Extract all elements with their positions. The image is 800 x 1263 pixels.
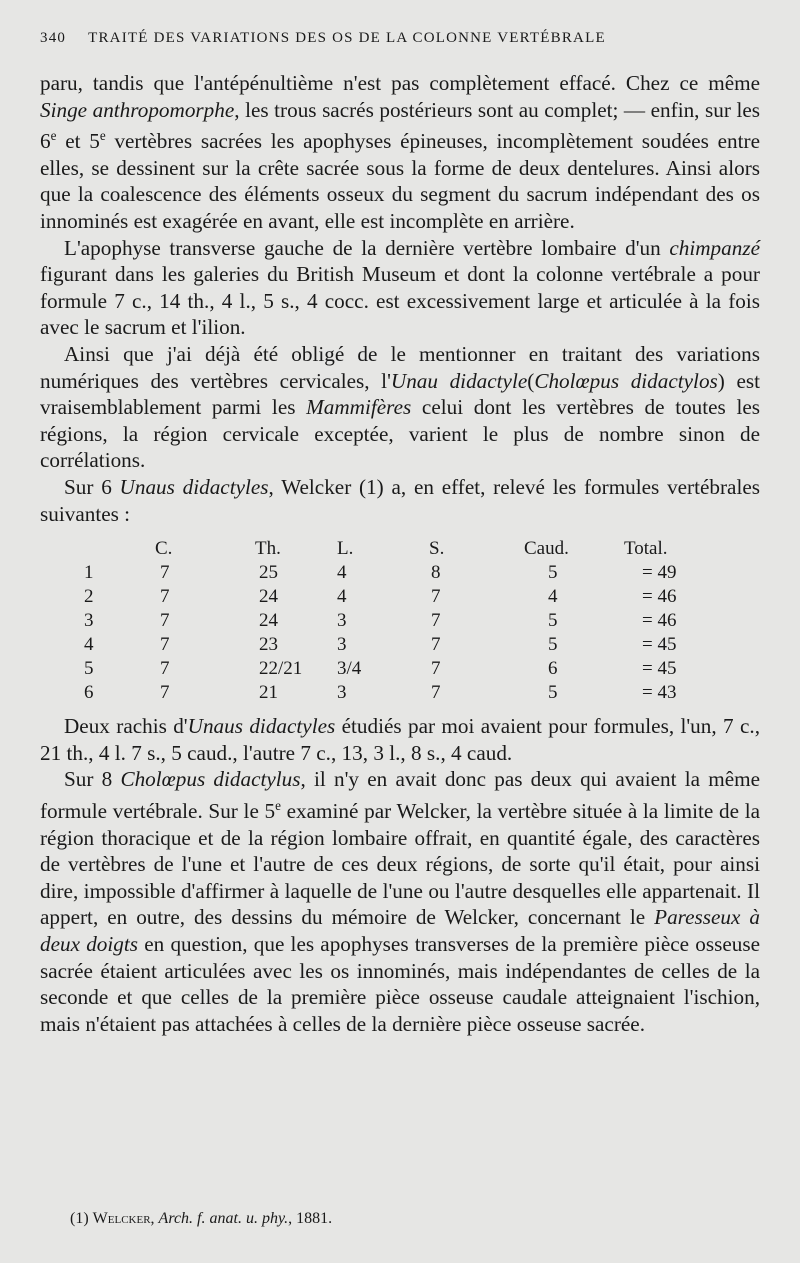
table-cell: 5 [548,682,558,704]
vertebral-formula-table [40,537,760,705]
table-cell: 7 [160,562,170,584]
text-run: L'apophyse transverse gauche de la dernière vertèbre lombaire d'un [64,235,670,260]
paragraph [40,341,760,474]
text-run: et 5 [56,129,100,154]
text-run: Sur 6 [64,474,120,499]
table-cell: 6 [548,658,558,680]
page-number: 340 [40,30,67,46]
table-cell: 3 [337,634,347,656]
table-cell: 22/21 [259,658,303,680]
text-run: , les trous sacrés postérieurs sont au complet; — enfin, sur les 6 [40,97,760,154]
table-header-cell [40,537,155,561]
table-row [40,633,760,657]
table-cell: 24 [259,610,278,632]
paragraph [40,766,760,1037]
footnote-author: Welcker [92,1210,151,1227]
text-run: examiné par Welcker, la vertèbre située à la limite de la région thoracique et de la région lombaire offrait, en quantité égale, des caractères de vertèbres de l'une et l'autre de ces deux régions, de sorte qu'il était, pour ainsi dire, impossible d'affirmer à laquelle de l'une ou l'autre desquelles elle appartenait. Il appert, en outre, des dessins du mémoire de Welcker, concernant le [40,799,760,930]
table-header-cell: Caud. [524,538,569,560]
text-run: , il n'y en avait donc pas deux qui avaient la même formule vertébrale. Sur le 5 [40,767,761,823]
table-cell: 25 [259,562,278,584]
table-header-cell: S. [429,538,445,560]
paragraph [40,713,760,766]
table-cell: 5 [548,634,558,656]
italic-text: Paresseux à deux doigts [40,905,760,956]
running-header [40,30,760,56]
text-run: étudiés par moi avaient pour formules, l'un, 7 c., 21 th., 4 l. 7 s., 5 caud., l'autre 7 c., 13, 3 l., 8 s., 4 caud. [40,714,760,765]
text-run: ) est vraisemblablement parmi les [40,368,761,420]
table-cell: = 45 [642,634,677,656]
paragraph [40,70,760,235]
table-cell: = 49 [642,562,677,584]
table-cell: = 46 [642,610,677,632]
table-cell: 3 [337,610,347,632]
table-cell: 5 [548,562,558,584]
table-row [40,585,760,609]
table-cell: 7 [160,610,170,632]
text-run: en question, que les apophyses transverses de la première pièce osseuse sacrée étaient articulées avec les os innominés, mais indépendantes de celles de la seconde et que celles de la première pièce osseuse caudale atteignaient l'ischion, mais n'étaient pas attachées à celles de la dernière pièce osseuse sacrée. [40,931,760,1036]
footnote-marker: (1) [70,1210,93,1227]
table-cell: = 45 [642,658,677,680]
italic-text: chimpanzé [669,235,760,260]
table-cell: 5 [548,610,558,632]
text-run: celui dont les vertèbres de toutes les régions, la région cervicale exceptée, varient le plus de nombre sinon de corrélations. [40,395,760,473]
table-cell: 7 [431,610,441,632]
text-run: ( [527,368,535,393]
footnote [70,1210,332,1228]
footnote-separator: , [150,1210,159,1227]
text-run: Deux rachis d' [64,714,188,739]
table-cell: 7 [431,658,441,680]
running-title: TRAITÉ DES VARIATIONS DES OS DE LA COLONNE VERTÉBRALE [88,30,606,46]
footnote-year: , 1881. [288,1210,333,1227]
italic-text: Cholœpus didactylus [120,767,301,792]
table-cell: 3/4 [337,658,362,680]
table-row [40,561,760,585]
text-run: figurant dans les galeries du British Museum et dont la colonne vertébrale a pour formule 7 c., 14 th., 4 l., 5 s., 4 cocc. est excessivement large et articulée à la fois avec le sacrum et l'ilion. [40,262,760,340]
paragraph [40,235,760,341]
text-run: paru, tandis que l'antépénultième n'est pas complètement effacé. Chez ce même [40,71,760,95]
text-run: Ainsi que j'ai déjà été obligé de le mentionner en traitant des variations numériques des vertèbres cervicales, l' [40,342,760,393]
footnote-journal: Arch. f. anat. u. phy. [158,1210,289,1227]
text-run: , Welcker (1) a, en effet, relevé les formules vertébrales suivantes : [40,474,760,526]
table-cell: = 46 [642,586,677,608]
text-run: Sur 8 [64,767,121,792]
table-cell: 7 [431,586,441,608]
italic-text: Unau didactyle [390,368,528,393]
table-cell: 3 [84,610,94,632]
table-cell: 7 [160,634,170,656]
table-cell: 7 [160,682,170,704]
superscript: e [50,128,57,144]
table-cell: 5 [84,658,94,680]
table-cell: 2 [84,586,94,608]
table-header-cell: Total. [624,538,668,560]
italic-text: Unaus didactyles [119,474,269,499]
table-header-cell: C. [155,538,173,560]
table-body [40,561,760,705]
italic-text: Singe anthropomorphe [40,97,235,122]
table-cell: 1 [84,562,94,584]
table-cell: 4 [337,562,347,584]
table-cell: 4 [337,586,347,608]
superscript: e [99,128,106,144]
table-header-cell: Th. [255,538,281,560]
table-cell: = 43 [642,682,677,704]
table-cell: 24 [259,586,278,608]
table-row [40,681,760,705]
table-cell: 7 [431,682,441,704]
table-cell: 3 [337,682,347,704]
table-cell: 7 [160,586,170,608]
italic-text: Mammifères [306,395,412,420]
table-cell: 21 [259,682,278,704]
table-cell: 6 [84,682,94,704]
text-run: vertèbres sacrées les apophyses épineuses, incomplètement soudées entre elles, se dessinent sur la crête sacrée sous la forme de deux dentelures. Ainsi alors que la coalescence des éléments osseux du segment du sacrum indépendant des os innominés est exagérée en avant, elle est incomplète en arrière. [40,129,760,234]
table-row [40,657,760,681]
body-text [40,70,760,1037]
table-cell: 8 [431,562,441,584]
table-header-row [40,537,760,561]
table-cell: 4 [84,634,94,656]
table-cell: 7 [431,634,441,656]
table-cell: 23 [259,634,278,656]
table-cell: 7 [160,658,170,680]
table-cell: 4 [548,586,558,608]
table-header-cell: L. [337,538,354,560]
paragraph [40,474,760,527]
italic-text: Unaus didactyles [187,714,336,739]
italic-text: Cholœpus didactylos [534,368,718,393]
table-row [40,609,760,633]
superscript: e [275,797,281,813]
